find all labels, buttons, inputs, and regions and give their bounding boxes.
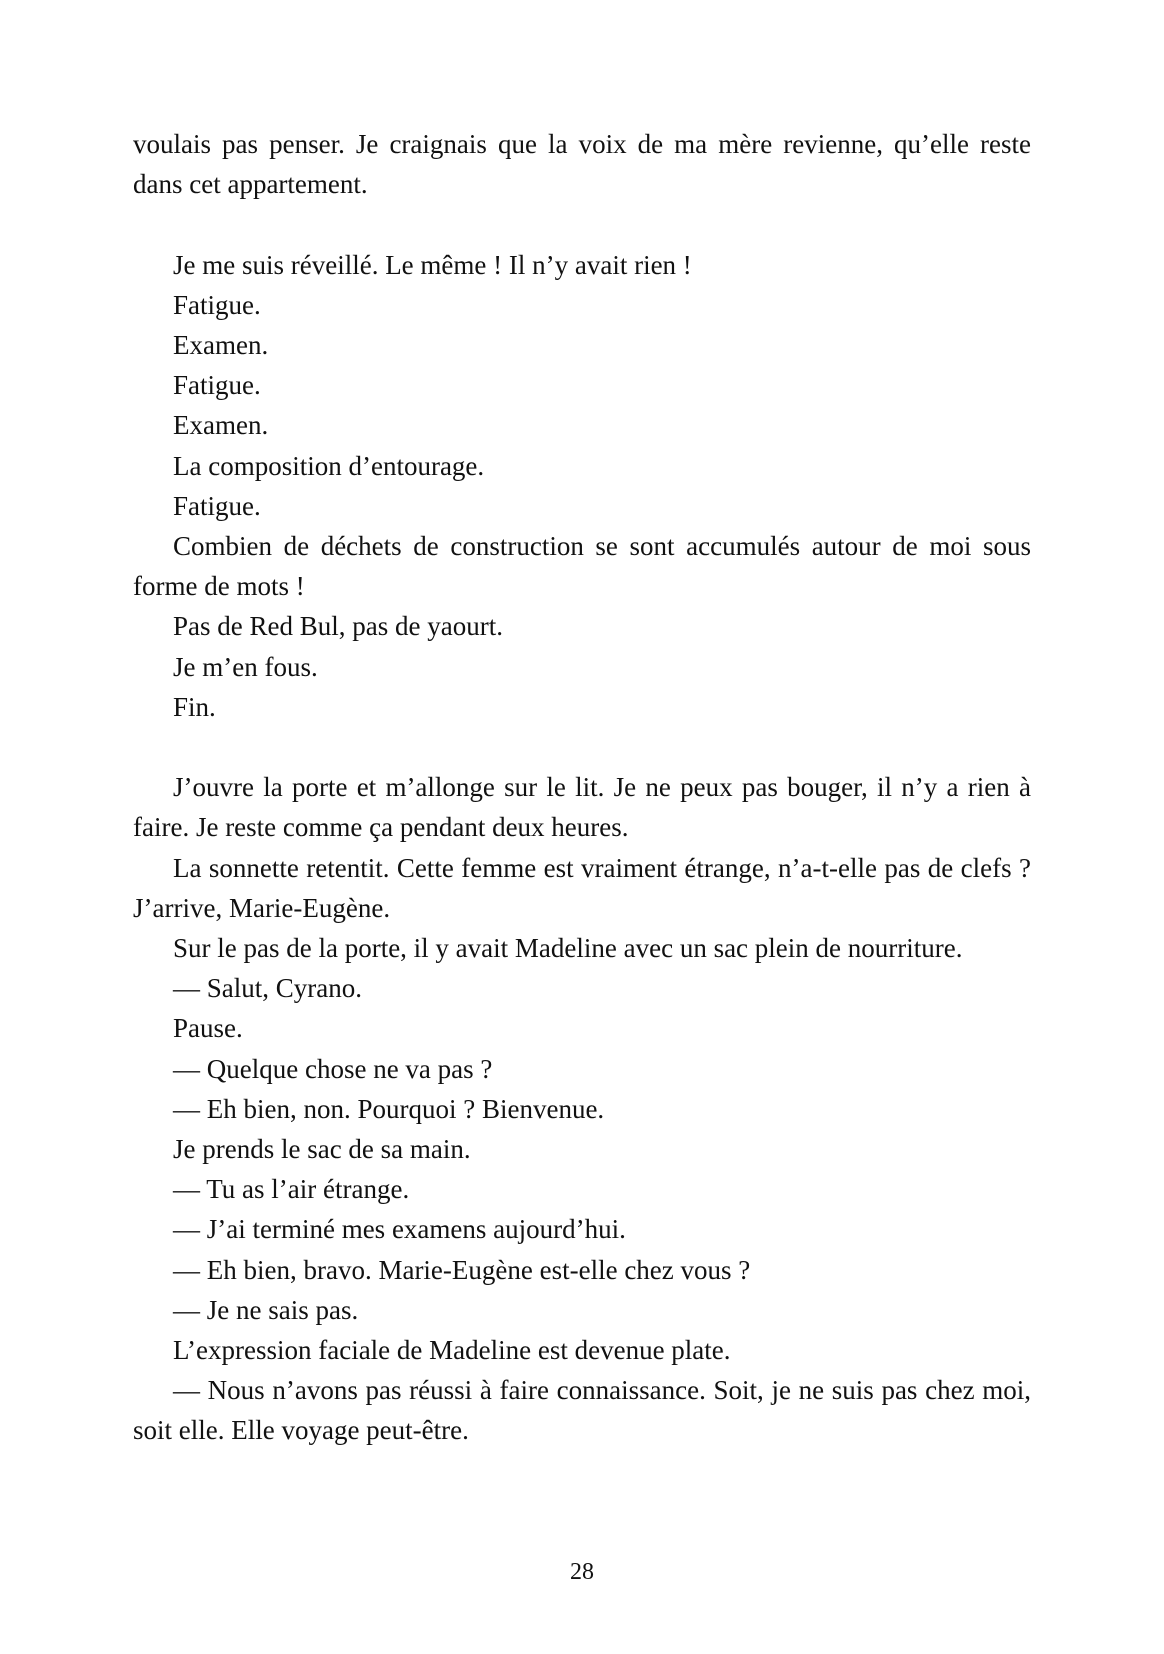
paragraph: — Eh bien, bravo. Marie-Eugène est-elle chez vous ? [173,1254,751,1285]
paragraph: — Quelque chose ne va pas ? [173,1053,493,1084]
paragraph: Pause. [173,1013,243,1044]
paragraph: voulais pas penser. Je craignais que la voix de ma mère revienne, qu’elle reste dans cet appartement. [133,129,1031,200]
body-text [133,124,1031,1451]
paragraph: — Eh bien, non. Pourquoi ? Bienvenue. [173,1093,605,1124]
paragraph: Je prends le sac de sa main. [173,1134,471,1165]
paragraph: Fatigue. [173,490,261,521]
paragraph: — Je ne sais pas. [173,1294,359,1325]
paragraph: La sonnette retentit. Cette femme est vraiment étrange, n’a-t-elle pas de clefs ? J’arrive, Marie-Eugène. [133,852,1031,923]
paragraph: Examen. [173,330,269,360]
paragraph: Fin. [173,691,216,722]
page-number: 28 [570,1559,594,1585]
paragraph: Fatigue. [173,289,261,320]
paragraph: — Salut, Cyrano. [173,973,362,1004]
paragraph: Je me suis réveillé. Le même ! Il n’y avait rien ! [173,249,692,280]
paragraph: Examen. [173,410,269,441]
paragraph: La composition d’entourage. [173,450,485,481]
paragraph: J’ouvre la porte et m’allonge sur le lit. Je ne peux pas bouger, il n’y a rien à faire. Je reste comme ça pendant deux heures. [133,772,1031,843]
paragraph: Sur le pas de la porte, il y avait Madeline avec un sac plein de nourriture. [173,933,963,964]
paragraph: — Nous n’avons pas réussi à faire connaissance. Soit, je ne suis pas chez moi, soit elle. Elle voyage peut-être. [133,1375,1031,1446]
paragraph-spacer [133,727,1031,767]
paragraph: Combien de déchets de construction se sont accumulés autour de moi sous forme de mots ! [133,531,1031,602]
paragraph: Je m’en fous. [173,651,318,682]
paragraph: Fatigue. [173,370,261,401]
paragraph: L’expression faciale de Madeline est devenue plate. [173,1335,731,1366]
paragraph: — J’ai terminé mes examens aujourd’hui. [173,1214,626,1245]
paragraph: Pas de Red Bul, pas de yaourt. [173,611,503,642]
paragraph: — Tu as l’air étrange. [173,1174,410,1205]
paragraph-spacer [133,204,1031,244]
